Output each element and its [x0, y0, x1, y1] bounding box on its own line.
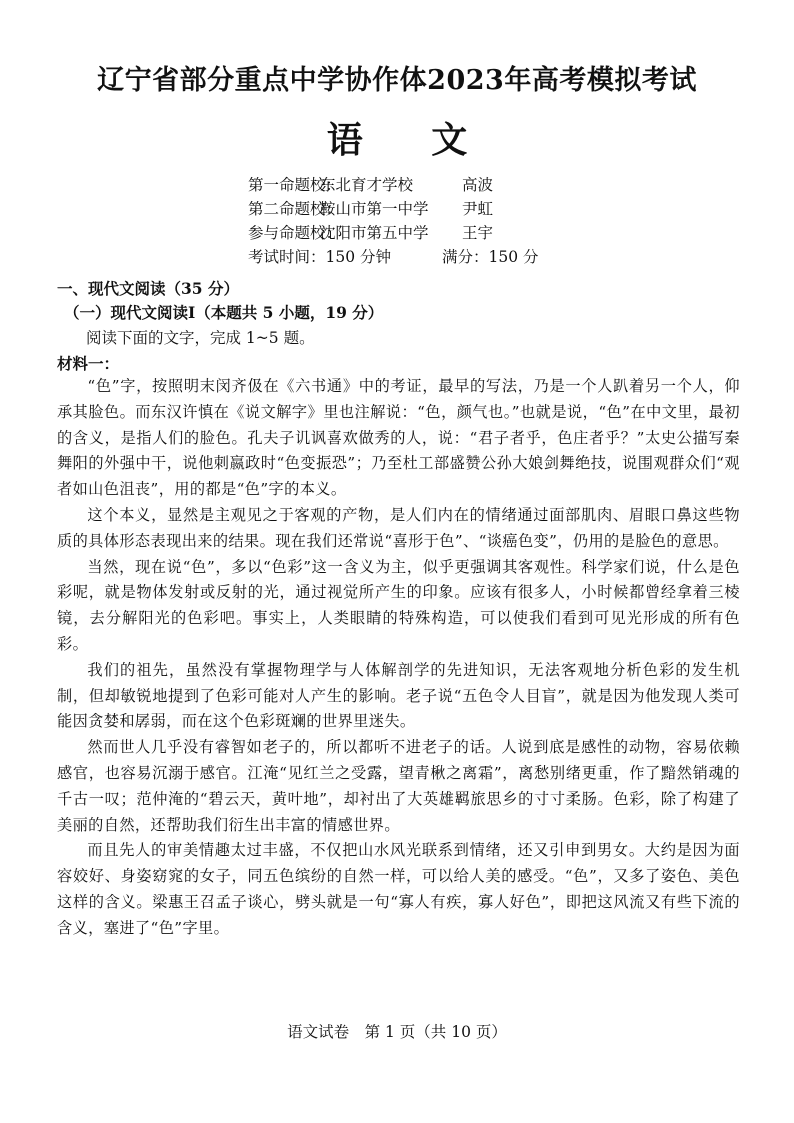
meta-person: 王宇 — [462, 224, 494, 242]
section-subheading: （一）现代文阅读Ⅰ（本题共 5 小题，19 分） — [64, 303, 384, 322]
paragraph: 然而世人几乎没有睿智如老子的，所以都听不进老子的话。人说到底是感性的动物，容易依赖感官，也容易沉溺于感官。江淹“见红兰之受露，望青楸之离霜”，离愁别绪更重，作了黯然销魂的千古一叹；范仲淹的“碧云天，黄叶地”，却衬出了大英雄羁旅思乡的寸寸柔肠。色彩，除了构建了美丽的自然，还帮助我们衍生出丰富的情感世界。 — [57, 738, 740, 834]
paragraph: 这个本义，显然是主观见之于客观的产物，是人们内在的情绪通过面部肌肉、眉眼口鼻这些物质的具体形态表现出来的结果。现在我们还常说“喜形于色”、“谈癌色变”，仍用的是脸色的意思。 — [57, 505, 740, 550]
exam-time: 考试时间：150 分钟 — [248, 248, 392, 266]
meta-school: 东北育才学校 — [320, 176, 414, 194]
meta-exam-info — [248, 245, 539, 269]
meta-person: 高波 — [462, 176, 494, 194]
meta-school: 沈阳市第五中学 — [320, 224, 429, 242]
meta-row — [248, 197, 539, 221]
meta-key: 第二命题校： — [248, 200, 342, 218]
meta-row — [248, 221, 539, 245]
meta-key: 第一命题校： — [248, 176, 342, 194]
meta-school: 鞍山市第一中学 — [320, 200, 429, 218]
paragraph: 我们的祖先，虽然没有掌握物理学与人体解剖学的先进知识，无法客观地分析色彩的发生机制，但却敏锐地提到了色彩可能对人产生的影响。老子说“五色令人目盲”，就是因为他发现人类可能因贪婪和孱弱，而在这个色彩斑斓的世界里迷失。 — [57, 660, 740, 731]
paragraph: 当然，现在说“色”，多以“色彩”这一含义为主，似乎更强调其客观性。科学家们说，什么是色彩呢，就是物体发射或反射的光，通过视觉所产生的印象。应该有很多人，小时候都曾经拿着三棱镜，去分解阳光的色彩吧。事实上，人类眼睛的特殊构造，可以使我们看到可见光形成的所有色彩。 — [57, 557, 740, 653]
section-instruction: 阅读下面的文字，完成 1~5 题。 — [86, 329, 315, 347]
exam-score: 满分：150 分 — [442, 248, 539, 266]
material-label: 材料一： — [57, 354, 120, 373]
meta-person: 尹虹 — [462, 200, 494, 218]
exam-title: 辽宁省部分重点中学协作体2023年高考模拟考试 — [97, 65, 697, 96]
meta-row — [248, 173, 539, 197]
reading-text — [57, 374, 740, 942]
exam-meta — [248, 173, 539, 269]
meta-key: 参与命题校： — [248, 224, 342, 242]
section-heading: 一、现代文阅读（35 分） — [57, 279, 239, 298]
paragraph: 而且先人的审美情趣太过丰盛，不仅把山水风光联系到情绪，还又引申到男女。大约是因为面容姣好、身姿窈窕的女子，同五色缤纷的自然一样，可以给人美的感受。“色”，又多了姿色、美色这样的含义。梁惠王召孟子谈心，劈头就是一句“寡人有疾，寡人好色”，即把这风流又有些下流的含义，塞进了“色”字里。 — [57, 841, 740, 937]
subject-title: 语 文 — [326, 119, 496, 161]
page-footer: 语文试卷 第 1 页（共 10 页） — [287, 1023, 507, 1041]
paragraph: “色”字，按照明末闵齐伋在《六书通》中的考证，最早的写法，乃是一个人趴着另一个人，仰承其脸色。而东汉许慎在《说文解字》里也注解说：“色，颜气也。”也就是说，“色”在中文里，最初的含义，是指人们的脸色。孔夫子讥讽喜欢做秀的人，说：“君子者乎，色庄者乎？”太史公描写秦舞阳的外强中干，说他刺嬴政时“色变振恐”；乃至杜工部盛赞公孙大娘剑舞绝技，说围观群众们“观者如山色沮丧”，用的都是“色”字的本义。 — [57, 377, 740, 499]
